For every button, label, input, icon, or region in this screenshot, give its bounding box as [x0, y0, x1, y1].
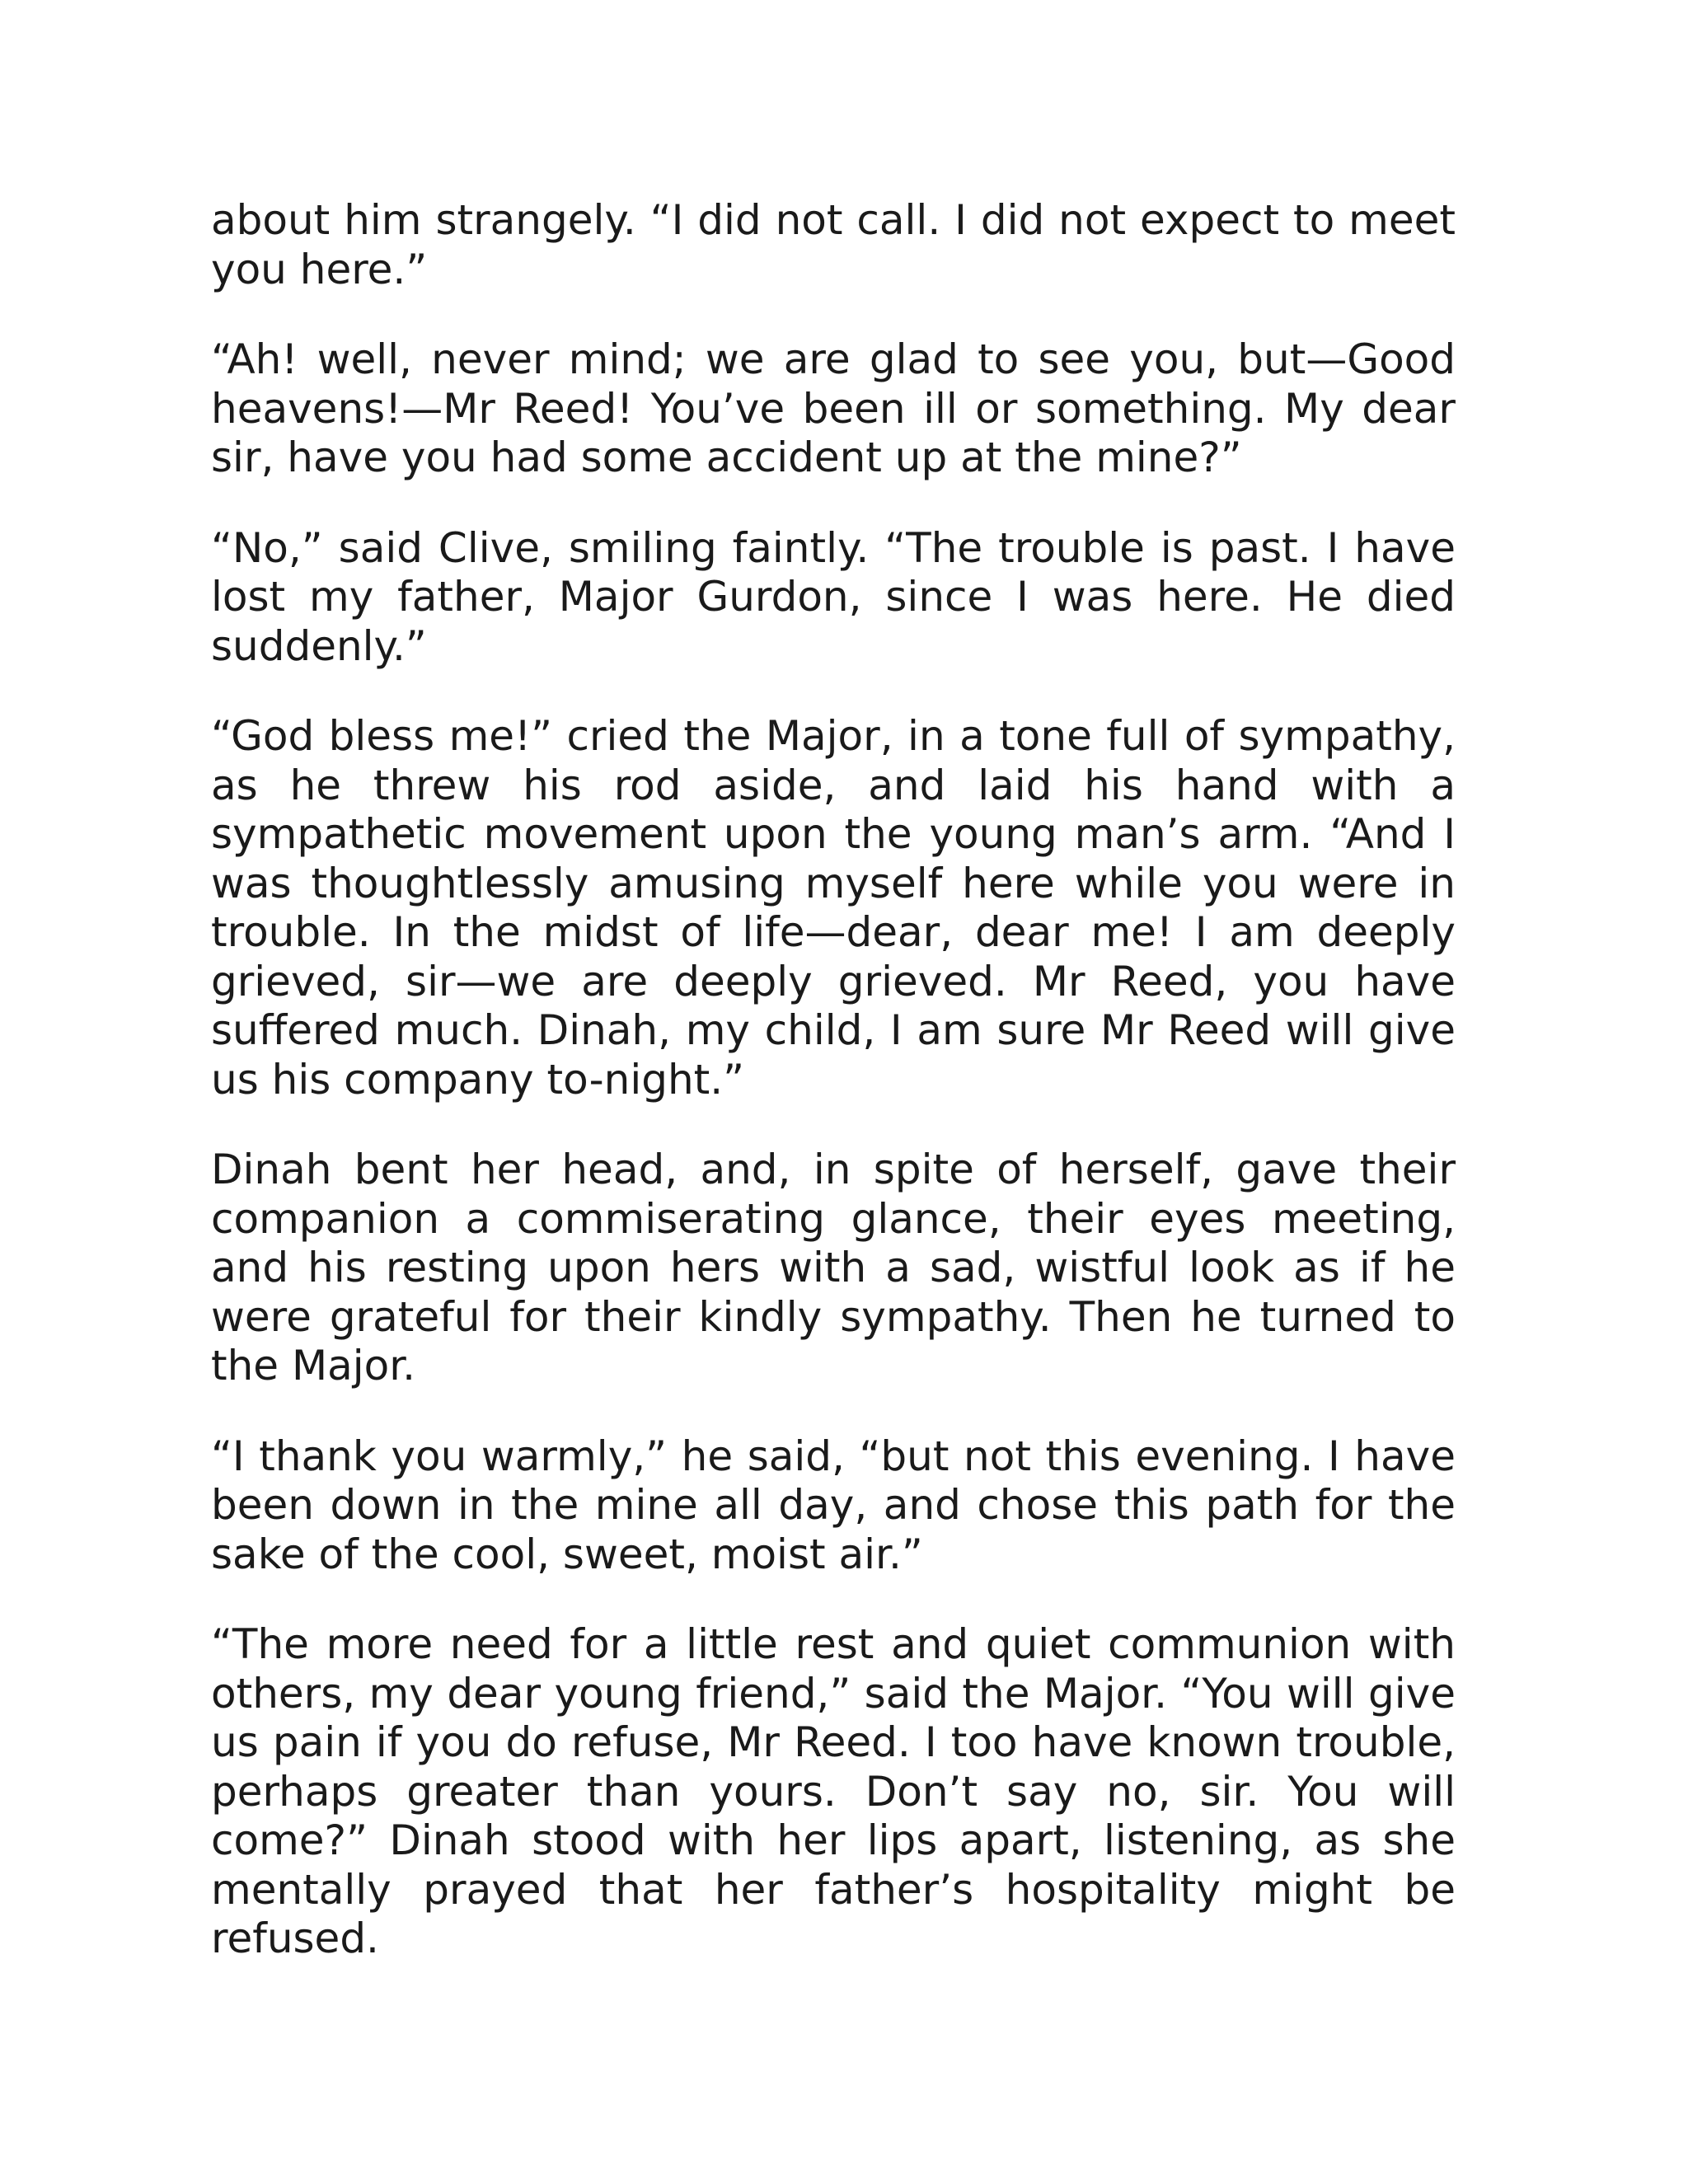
paragraph-2: “Ah! well, never mind; we are glad to see you, but—Good heavens!—Mr Reed! You’ve been ill or something. My dear sir, have you had some accident up at the mine?” — [211, 335, 1456, 481]
paragraph-5: Dinah bent her head, and, in spite of herself, gave their companion a commiserating glance, their eyes meeting, and his resting upon hers with a sad, wistful look as if he were grateful for their kindly sympathy. Then he turned to the Major. — [211, 1146, 1456, 1390]
paragraph-6: “I thank you warmly,” he said, “but not this evening. I have been down in the mine all day, and chose this path for the sake of the cool, sweet, moist air.” — [211, 1432, 1456, 1578]
paragraph-4: “God bless me!” cried the Major, in a tone full of sympathy, as he threw his rod aside, and laid his hand with a sympathetic movement upon the young man’s arm. “And I was thoughtlessly amusing myself here while you were in trouble. In the midst of life—dear, dear me! I am deeply grieved, sir—we are deeply grieved. Mr Reed, you have suffered much. Dinah, my child, I am sure Mr Reed will give us his company to-night.” — [211, 712, 1456, 1104]
paragraph-3: “No,” said Clive, smiling faintly. “The trouble is past. I have lost my father, Major Gurdon, since I was here. He died suddenly.” — [211, 523, 1456, 670]
paragraph-1: about him strangely. “I did not call. I did not expect to meet you here.” — [211, 196, 1456, 293]
paragraph-7: “The more need for a little rest and quiet communion with others, my dear young friend,” said the Major. “You will give us pain if you do refuse, Mr Reed. I too have known trouble, perhaps greater than yours. Don’t say no, sir. You will come?” Dinah stood with her lips apart, listening, as she mentally prayed that her father’s hospitality might be refused. — [211, 1620, 1456, 1962]
document-page — [211, 196, 1456, 1964]
